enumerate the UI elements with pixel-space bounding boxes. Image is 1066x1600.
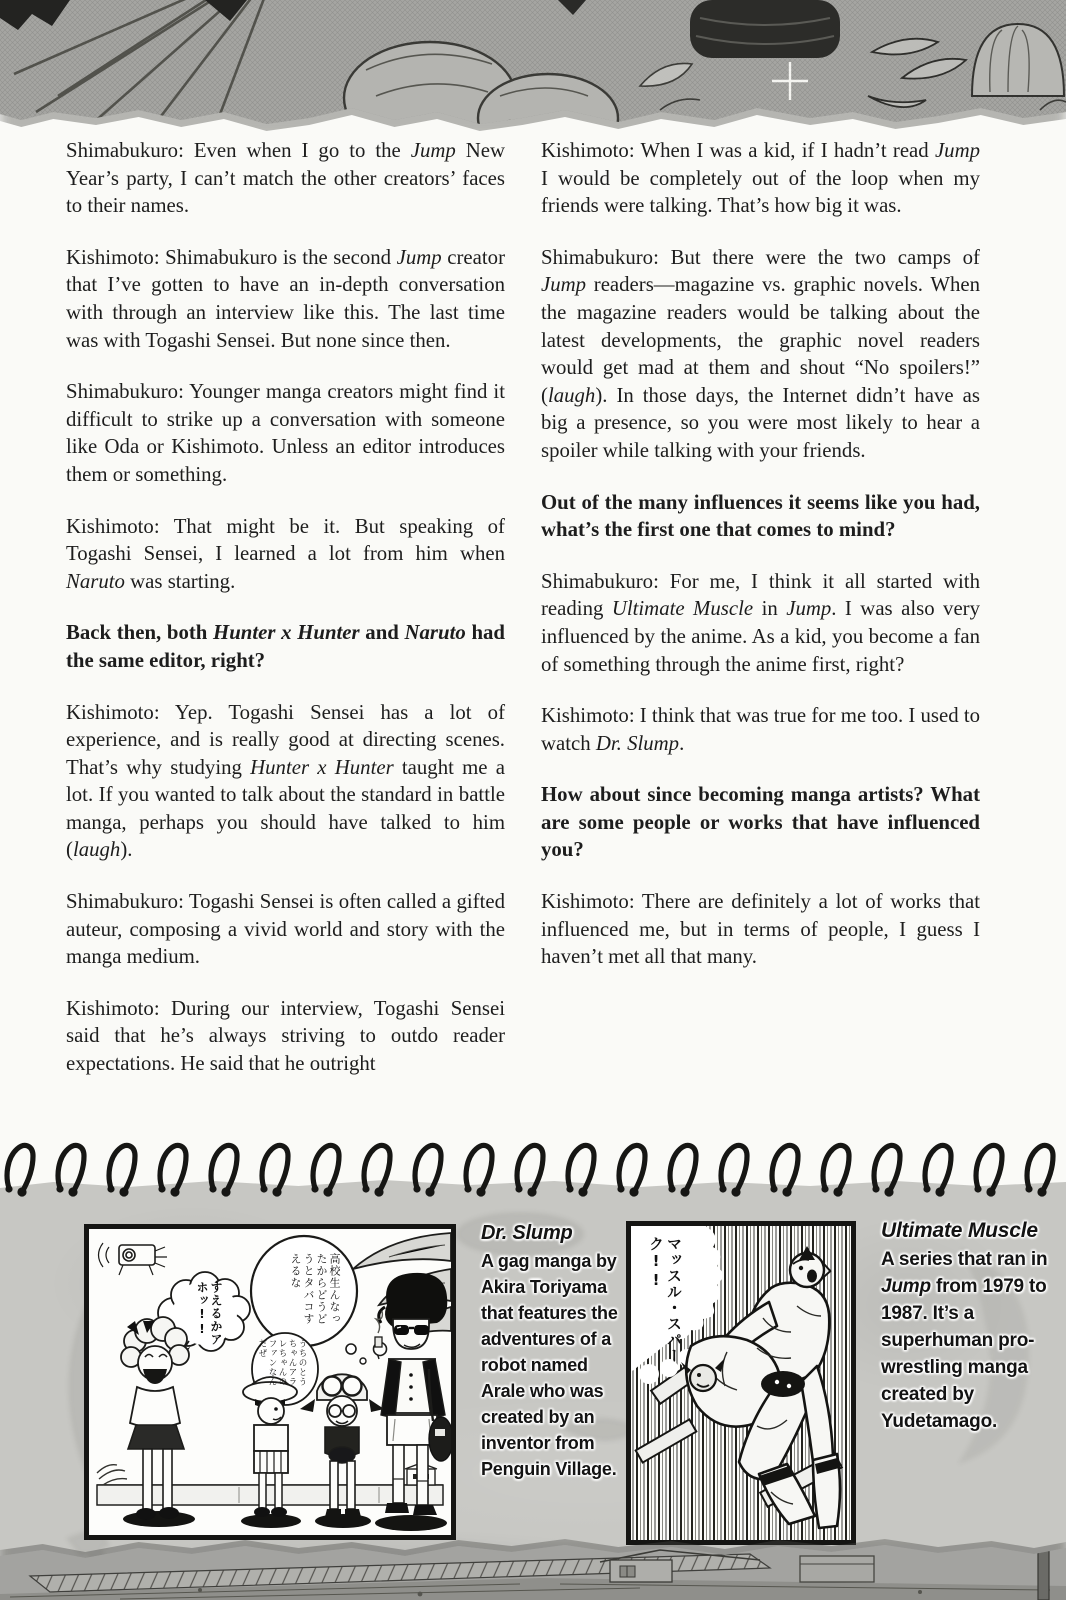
interview-paragraph: Kishimoto: During our interview, Togashi Sensei said that he’s always striving to outdo reader expectations. He said that he outright — [66, 996, 505, 1076]
interview-paragraph: Shimabukuro: But there were the two camps of Jump readers—magazine vs. graphic novels. When the magazine readers would be talking about the latest developments, the graphic novel readers would get mad at them and shout “No spoilers!” (laugh). In those days, the Internet didn’t have as big a presence, so you were most likely to hear a spoiler while talking with your friends. — [541, 245, 980, 462]
interview-paragraph: Shimabukuro: Even when I go to the Jump New Year’s party, I can’t match the other creators’ faces to their names. — [66, 139, 506, 218]
ultimate-muscle-note-body: A series that ran in Jump from 1979 to 1987. It’s a superhuman pro-wrestling manga created by Yudetamago. — [881, 1249, 1048, 1432]
interview-paragraph: Kishimoto: When I was a kid, if I hadn’t read Jump I would be completely out of the loop when my friends were talking. That’s how big it was. — [541, 139, 980, 218]
spiral-binding — [0, 1142, 1066, 1202]
ultimate-muscle-panel — [626, 1221, 856, 1545]
header-art-drawing — [0, 0, 1066, 132]
interview-right-column — [541, 137, 980, 995]
interview-paragraph: Back then, both Hunter x Hunter and Naruto had the same editor, right? — [66, 621, 505, 672]
interview-paragraph: Shimabukuro: Togashi Sensei is often called a gifted auteur, composing a vivid world and story with the manga medium. — [66, 890, 505, 969]
dr-slump-note — [481, 1222, 623, 1482]
speech-bubble-text: 高校生んなったからどうどうとタバコすえるな — [289, 1253, 341, 1325]
speech-bubble-text: すえるかアホッ!! — [195, 1281, 223, 1346]
interview-paragraph: Shimabukuro: Younger manga creators might find it difficult to strike up a conversation with someone like Oda or Kishimoto. Unless an editor introduces them or something. — [66, 380, 505, 486]
interview-left-column — [66, 137, 505, 1102]
speech-bubble-text: うちのとうちゃんアラレちゃんのファンなんだぜ — [257, 1339, 307, 1387]
ultimate-muscle-note-title: Ultimate Muscle — [881, 1219, 1038, 1242]
interview-paragraph: Kishimoto: That might be it. But speaking of Togashi Sensei, I learned a lot from him when Naruto was starting. — [66, 514, 505, 593]
ultimate-muscle-note — [881, 1219, 1051, 1435]
interview-paragraph: Kishimoto: Yep. Togashi Sensei has a lot of experience, and is really good at directing scenes. That’s why studying Hunter x Hunter taught me a lot. If you wanted to talk about the standard in battle manga, perhaps you should have talked to him (laugh). — [66, 700, 505, 862]
interview-paragraph: How about since becoming manga artists? What are some people or works that have influenced you? — [541, 783, 980, 862]
header-manga-art — [0, 0, 1066, 132]
interview-paragraph: Out of the many influences it seems like you had, what’s the first one that comes to mind? — [541, 490, 980, 542]
interview-paragraph: Shimabukuro: For me, I think it all started with reading Ultimate Muscle in Jump. I was also very influenced by the anime. As a kid, you become a fan of something through the anime first, right? — [541, 569, 981, 676]
interview-paragraph: Kishimoto: I think that was true for me too. I used to watch Dr. Slump. — [541, 704, 980, 755]
dr-slump-note-title: Dr. Slump — [481, 1222, 573, 1244]
interview-paragraph: Kishimoto: Shimabukuro is the second Jump creator that I’ve gotten to have an in-depth conversation with through an interview like this. The last time was with Togashi Sensei. But none since then. — [66, 245, 505, 352]
attack-cry-text: マッスル・スパーク!! — [647, 1236, 683, 1364]
dr-slump-panel — [84, 1224, 456, 1540]
dr-slump-note-body: A gag manga by Akira Toriyama that features the adventures of a robot named Arale who was created by an inventor from Penguin Village. — [481, 1251, 618, 1479]
interview-paragraph: Kishimoto: There are definitely a lot of works that influenced me, but in terms of people, I guess I haven’t met all that many. — [541, 890, 980, 969]
